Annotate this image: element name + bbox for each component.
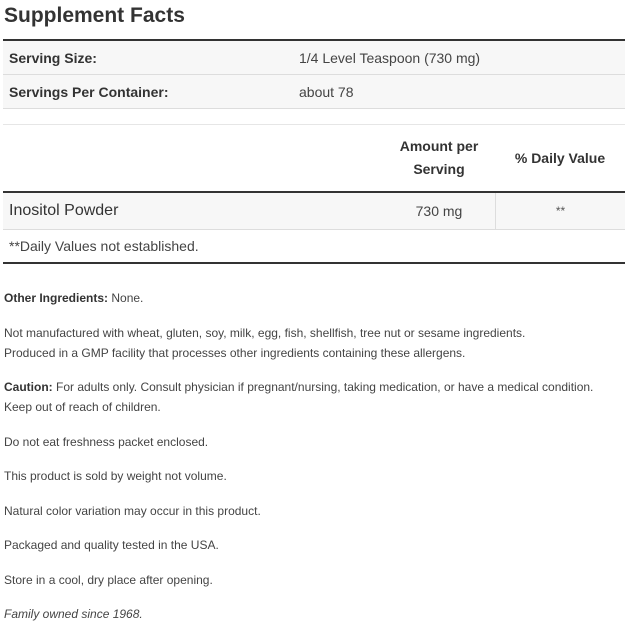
color-note: Natural color variation may occur in this product.	[4, 503, 261, 518]
spacer	[3, 109, 625, 124]
allergen-statement	[4, 323, 604, 363]
supplement-facts-table	[3, 39, 625, 264]
table-row	[3, 193, 625, 230]
product-notes	[4, 288, 604, 639]
serving-size-value: 1/4 Level Teaspoon (730 mg)	[299, 49, 481, 66]
header-daily-value: % Daily Value	[514, 150, 606, 166]
servings-per-container-label: Servings Per Container:	[9, 83, 169, 100]
serving-size-row	[3, 41, 625, 75]
store-note: Store in a cool, dry place after opening.	[4, 572, 213, 587]
packaged-note: Packaged and quality tested in the USA.	[4, 538, 219, 552]
table-header-row	[3, 124, 625, 193]
other-ingredients-label: Other Ingredients:	[4, 291, 109, 305]
allergen-line-2: Produced in a GMP facility that processes other ingredients containing these allergens.	[4, 345, 466, 360]
page-title: Supplement Facts	[4, 4, 185, 27]
footnote-row	[3, 230, 625, 264]
header-amount-line1: Amount per	[399, 138, 479, 154]
caution-statement	[4, 377, 604, 417]
other-ingredients	[4, 288, 604, 308]
caution-text: For adults only. Consult physician if pregnant/nursing, taking medication, or have a medical condition. Keep out of reach of children.	[4, 380, 594, 414]
caution-label: Caution:	[4, 380, 53, 394]
family-note: Family owned since 1968.	[4, 607, 143, 621]
serving-size-label: Serving Size:	[9, 49, 97, 66]
header-amount-per-serving	[383, 135, 495, 181]
header-amount-line2: Serving	[413, 161, 465, 177]
weight-note: This product is sold by weight not volume.	[4, 469, 227, 483]
freshness-note: Do not eat freshness packet enclosed.	[4, 434, 209, 449]
servings-per-container-value: about 78	[299, 83, 354, 100]
daily-values-footnote: **Daily Values not established.	[9, 238, 199, 254]
servings-per-container-row	[3, 75, 625, 109]
other-ingredients-text: None.	[108, 291, 144, 305]
ingredient-daily-value: **	[495, 193, 625, 229]
allergen-line-1: Not manufactured with wheat, gluten, soy, milk, egg, fish, shellfish, tree nut or sesame ingredients.	[4, 325, 526, 340]
ingredient-name: Inositol Powder	[9, 202, 119, 219]
ingredient-amount: 730 mg	[415, 203, 463, 219]
